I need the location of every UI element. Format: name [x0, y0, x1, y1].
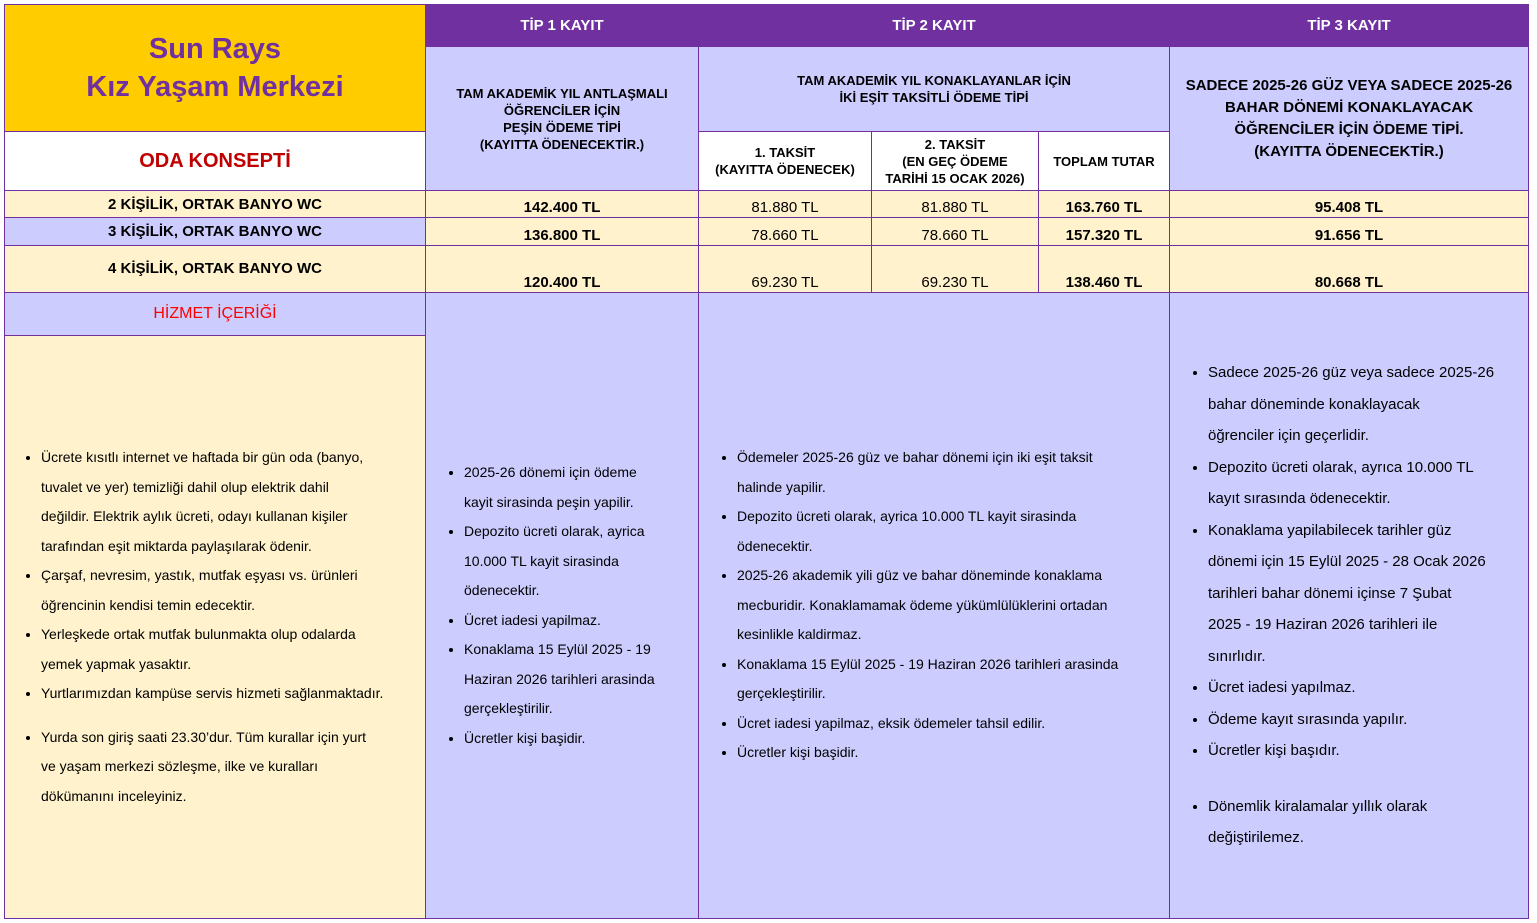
price-taksit2-row-2: 78.660 TL	[871, 217, 1039, 246]
title-line-1: Sun Rays	[148, 33, 282, 65]
list-item-line: • Yurda son giriş saati 23.30’dur. Tüm kurallar için yurt	[41, 728, 367, 745]
tip2-description: TAM AKADEMİK YIL KONAKLAYANLAR İÇİN İKİ EŞİT TAKSİTLİ ÖDEME TİPİ	[698, 46, 1170, 132]
tip2-list-cell	[698, 292, 1170, 919]
list-item-line: • Ücrete kısıtlı internet ve haftada bir gün oda (banyo,	[41, 449, 364, 465]
tip3-list-item	[1208, 452, 1494, 515]
hizmet-list-cell	[4, 335, 426, 919]
list-item-line: • Ücretler kişi başidir.	[464, 729, 586, 746]
oda-konsepti-label: ODA KONSEPTİ	[4, 131, 426, 191]
list-item-line: dönemi için 15 Eylül 2025 - 28 Ocak 2026	[1208, 553, 1486, 571]
header-tip1: TİP 1 KAYIT	[425, 4, 699, 47]
list-item-line: halinde yapilir.	[737, 478, 826, 495]
tip2-list-item	[737, 443, 1118, 502]
list-item-line: • Ücret iadesi yapilmaz.	[464, 611, 601, 628]
list-item-line: • Konaklama yapilabilecek tarihler güz	[1208, 521, 1452, 539]
list-item-line: 10.000 TL kayit sirasinda	[464, 552, 619, 569]
list-item-line: • Ücretler kişi başıdır.	[1208, 742, 1340, 760]
price-taksit1-row-3: 69.230 TL	[698, 245, 872, 293]
hizmet-list-item	[41, 679, 383, 709]
tip1-list-item	[464, 635, 655, 724]
hizmet-list-item	[41, 620, 383, 679]
list-item-line: • Sadece 2025-26 güz veya sadece 2025-26	[1208, 364, 1495, 382]
list-item-line: • Yerleşkede ortak mutfak bulunmakta olup odalarda	[41, 626, 356, 642]
tip2-list-item	[737, 709, 1118, 739]
price-taksit1-row-2: 78.660 TL	[698, 217, 872, 246]
room-type-row-2: 3 KİŞİLİK, ORTAK BANYO WC	[4, 217, 426, 246]
list-item-line: değiştirilemez.	[1208, 829, 1304, 847]
room-type-row-3: 4 KİŞİLİK, ORTAK BANYO WC	[4, 245, 426, 293]
toplam-header: TOPLAM TUTAR	[1038, 131, 1170, 191]
list-item-line: • Depozito ücreti olarak, ayrıca 10.000 TL	[1208, 458, 1474, 476]
tip1-list-item	[464, 724, 655, 754]
tip1-list	[438, 458, 655, 753]
tip1-description: TAM AKADEMİK YIL ANTLAŞMALI ÖĞRENCİLER İÇİN PEŞİN ÖDEME TİPİ (KAYITTA ÖDENECEKTİR.)	[425, 46, 699, 191]
tip3-list	[1182, 357, 1494, 854]
list-item-line: tuvalet ve yer) temizliği dahil olup elektrik dahil	[41, 478, 329, 495]
hizmet-list-item	[41, 723, 383, 812]
price-tip1-row-1: 142.400 TL	[425, 190, 699, 218]
title-block	[4, 4, 426, 132]
tip1-list-item	[464, 458, 655, 517]
list-item-line: gerçekleştirilir.	[464, 700, 553, 716]
list-item-line: • Ücretler kişi başidir.	[737, 744, 859, 761]
list-item-line: öğrenciler için geçerlidir.	[1208, 427, 1369, 445]
tip3-list-item	[1208, 704, 1494, 736]
price-toplam-row-2: 157.320 TL	[1038, 217, 1170, 246]
list-item-line: • Çarşaf, nevresim, yastık, mutfak eşyası vs. ürünleri	[41, 567, 358, 583]
list-item-line: kesinlikle kaldirmaz.	[737, 626, 862, 643]
list-item-line: Haziran 2026 tarihleri arasinda	[464, 670, 655, 687]
list-item-line: • Ücret iadesi yapilmaz, eksik ödemeler tahsil edilir.	[737, 714, 1046, 731]
list-item-line: kayıt sırasında ödenecektir.	[1208, 490, 1391, 508]
tip2-list-item	[737, 650, 1118, 709]
list-item-line: ödenecektir.	[464, 582, 540, 598]
list-item-line: tarihleri bahar dönemi içinse 7 Şubat	[1208, 584, 1452, 602]
tip3-list-item	[1208, 791, 1494, 854]
list-item-line: tarafından eşit miktarda paylaşılarak ödenir.	[41, 537, 312, 554]
list-item-line: dökümanını inceleyiniz.	[41, 787, 187, 804]
list-item-line: • Konaklama 15 Eylül 2025 - 19	[464, 641, 651, 657]
list-item-line: • Depozito ücreti olarak, ayrica	[464, 523, 645, 539]
price-toplam-row-1: 163.760 TL	[1038, 190, 1170, 218]
taksit1-header: 1. TAKSİT (KAYITTA ÖDENECEK)	[698, 131, 872, 191]
price-taksit2-row-3: 69.230 TL	[871, 245, 1039, 293]
tip1-list-item	[464, 517, 655, 606]
list-item-line: kayit sirasinda peşin yapilir.	[464, 493, 634, 510]
list-item-line: yemek yapmak yasaktır.	[41, 655, 192, 672]
price-tip1-row-3: 120.400 TL	[425, 245, 699, 293]
price-tip1-row-2: 136.800 TL	[425, 217, 699, 246]
list-item-line: • 2025-26 dönemi için ödeme	[464, 464, 637, 480]
title-line-2: Kız Yaşam Merkezi	[86, 71, 344, 103]
hizmet-list	[15, 443, 383, 811]
tip3-list-item	[1208, 515, 1494, 673]
price-tip3-row-3: 80.668 TL	[1169, 245, 1529, 293]
tip1-list-item	[464, 606, 655, 636]
hizmet-list-item	[41, 443, 383, 561]
list-item-line: • Depozito ücreti olarak, ayrica 10.000 TL kayit sirasinda	[737, 508, 1077, 525]
list-item-line: mecburidir. Konaklamamak ödeme yükümlülüklerini ortadan	[737, 596, 1108, 613]
list-item-line: • Dönemlik kiralamalar yıllık olarak	[1208, 797, 1428, 815]
list-item-line: • Konaklama 15 Eylül 2025 - 19 Haziran 2026 tarihleri arasinda	[737, 655, 1119, 672]
tip2-list-item	[737, 502, 1118, 561]
room-type-row-1: 2 KİŞİLİK, ORTAK BANYO WC	[4, 190, 426, 218]
tip3-description: SADECE 2025-26 GÜZ VEYA SADECE 2025-26 BAHAR DÖNEMİ KONAKLAYACAK ÖĞRENCİLER İÇİN ÖDEME TİPİ. (KAYITTA ÖDENECEKTİR.)	[1169, 46, 1529, 191]
tip2-list	[711, 443, 1118, 768]
taksit2-header: 2. TAKSİT (EN GEÇ ÖDEME TARİHİ 15 OCAK 2026)	[871, 131, 1039, 191]
tip3-list-item	[1208, 735, 1494, 767]
header-tip3: TİP 3 KAYIT	[1169, 4, 1529, 47]
list-item-line: ve yaşam merkezi sözleşme, ilke ve kuralları	[41, 758, 318, 774]
price-toplam-row-3: 138.460 TL	[1038, 245, 1170, 293]
list-item-line: • Ödeme kayıt sırasında yapılır.	[1208, 710, 1408, 728]
list-item-line: 2025 - 19 Haziran 2026 tarihleri ile	[1208, 616, 1438, 634]
tip3-list-item	[1208, 357, 1494, 452]
list-item-line: öğrencinin kendisi temin edecektir.	[41, 596, 256, 613]
tip1-list-cell	[425, 292, 699, 919]
tip3-list-item	[1208, 672, 1494, 704]
tip2-list-item	[737, 561, 1118, 650]
list-item-line: • Ödemeler 2025-26 güz ve bahar dönemi için iki eşit taksit	[737, 449, 1093, 466]
header-tip2: TİP 2 KAYIT	[698, 4, 1170, 47]
tip3-list-cell	[1169, 292, 1529, 919]
hizmet-title: HİZMET İÇERİĞİ	[4, 292, 426, 336]
list-item-line: • 2025-26 akademik yili güz ve bahar döneminde konaklama	[737, 567, 1102, 584]
list-item-line: değildir. Elektrik aylık ücreti, odayı kullanan kişiler	[41, 508, 348, 524]
list-item-line: • Yurtlarımızdan kampüse servis hizmeti sağlanmaktadır.	[41, 685, 384, 701]
price-taksit1-row-1: 81.880 TL	[698, 190, 872, 218]
list-item-line: • Ücret iadesi yapılmaz.	[1208, 679, 1356, 697]
price-tip3-row-2: 91.656 TL	[1169, 217, 1529, 246]
price-taksit2-row-1: 81.880 TL	[871, 190, 1039, 218]
hizmet-list-item	[41, 561, 383, 620]
list-item-line: gerçekleştirilir.	[737, 685, 826, 702]
list-item-line: bahar döneminde konaklayacak	[1208, 395, 1420, 413]
list-item-line: ödenecektir.	[737, 537, 813, 554]
tip2-list-item	[737, 738, 1118, 768]
price-tip3-row-1: 95.408 TL	[1169, 190, 1529, 218]
list-item-line: sınırlıdır.	[1208, 647, 1266, 665]
